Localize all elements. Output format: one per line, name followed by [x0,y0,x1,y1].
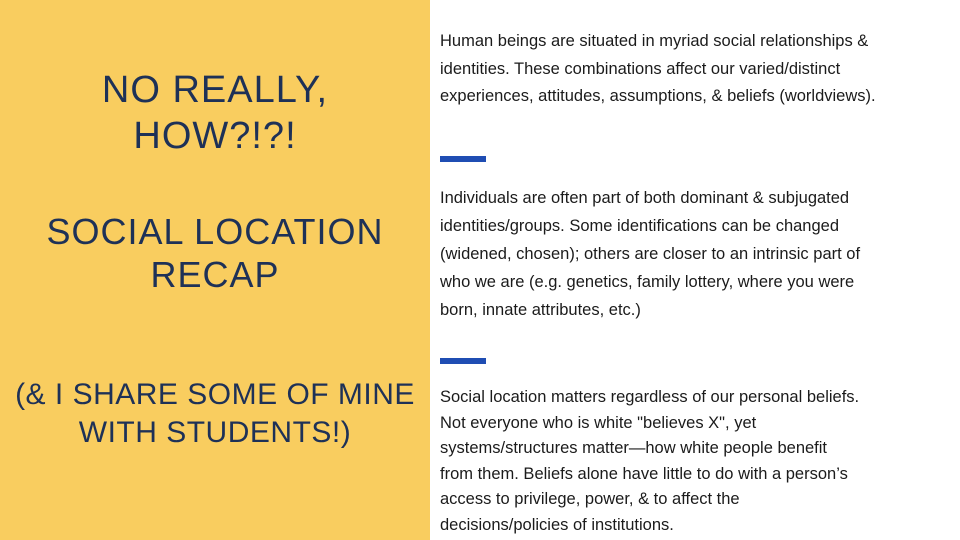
subtitle-line: SOCIAL LOCATION [46,211,384,252]
paragraph-line: Human beings are situated in myriad social relationships & [440,32,869,50]
title-heading [0,68,430,159]
title-line: HOW?!?! [133,114,297,157]
paragraph-line: systems/structures matter—how white people benefit [440,439,828,457]
paragraph-line: Social location matters regardless of our personal beliefs. [440,388,860,406]
paragraph-social-relationships [440,28,930,111]
note-line: (& I SHARE SOME OF MINE [15,378,415,411]
paragraph-line: (widened, chosen); others are closer to an intrinsic part of [440,245,861,263]
left-panel [0,0,430,540]
note-heading [0,376,430,452]
paragraph-line: experiences, attitudes, assumptions, & beliefs (worldviews). [440,87,876,105]
paragraph-line: identities/groups. Some identifications can be changed [440,217,840,235]
paragraph-identities [440,184,930,324]
subtitle-line: RECAP [150,254,280,296]
subtitle-heading [0,210,430,296]
paragraph-line: identities. These combinations affect our varied/distinct [440,59,841,78]
paragraph-line: Individuals are often part of both dominant & subjugated [440,189,850,207]
title-line: NO REALLY, [101,69,329,111]
paragraph-social-location [440,385,930,538]
section-divider [440,156,486,162]
paragraph-line: born, innate attributes, etc.) [440,301,641,319]
paragraph-line: Not everyone who is white "believes X", yet [440,413,757,432]
section-divider [440,358,486,364]
note-line: WITH STUDENTS!) [78,416,352,450]
paragraph-line: from them. Beliefs alone have little to do with a person’s [440,464,848,483]
paragraph-line: who we are (e.g. genetics, family lottery, where you were [440,273,855,291]
paragraph-line: access to privilege, power, & to affect the [440,490,740,508]
paragraph-line: decisions/policies of institutions. [440,515,674,534]
